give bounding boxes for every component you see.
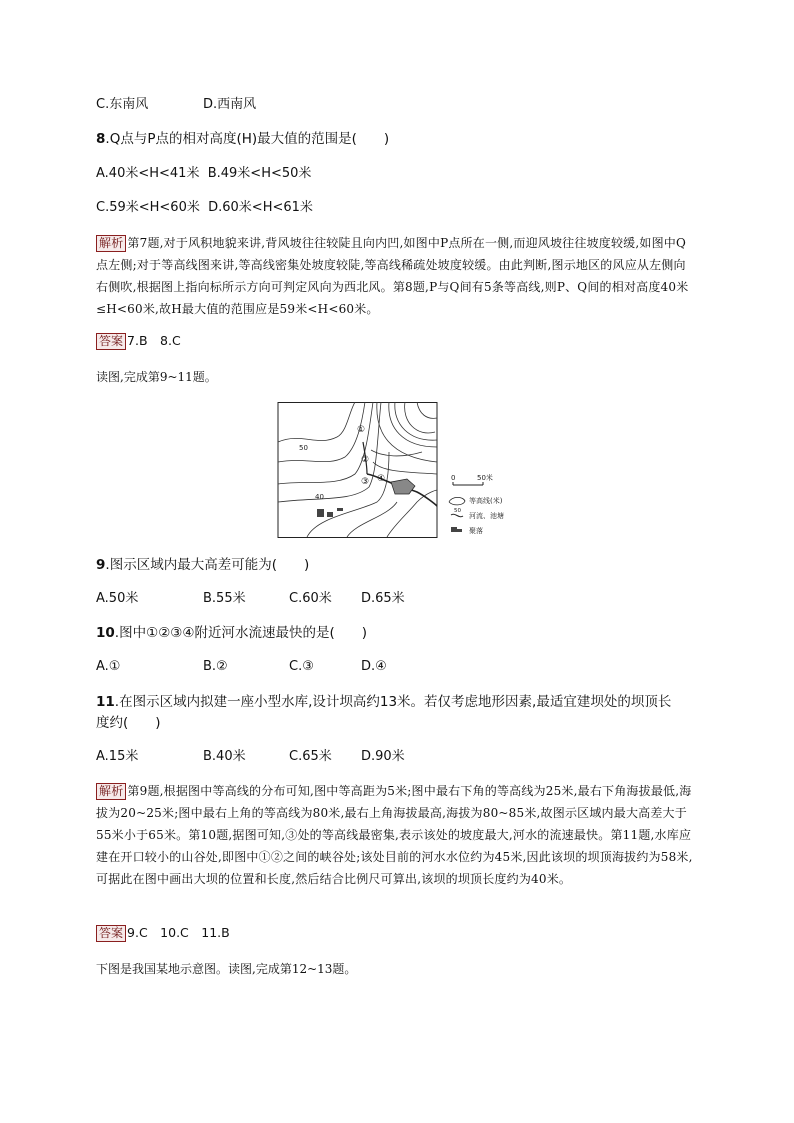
q8-options-row-1: A.40米<H<41米 B.49米<H<50米 <box>96 166 312 181</box>
q11-option-b: B.40米 <box>203 749 246 764</box>
answer-block-7-8 <box>96 332 181 350</box>
question-8 <box>96 130 389 148</box>
settlement-legend-icon <box>451 527 457 532</box>
contour-label: 40 <box>315 493 324 501</box>
contour-label: 50 <box>299 444 308 452</box>
legend-river-label: 河流、池塘 <box>469 512 504 520</box>
q9-option-c: C.60米 <box>289 591 332 606</box>
q10-option-b: B.② <box>203 659 228 674</box>
q10-option-d: D.④ <box>361 659 387 674</box>
q10-option-c: C.③ <box>289 659 314 674</box>
scale-end: 50米 <box>477 474 493 482</box>
answer-text: 9.C 10.C 11.B <box>127 925 230 940</box>
scale-start: 0 <box>451 474 456 482</box>
question-11 <box>96 693 671 711</box>
analysis-text: 第9题,根据图中等高线的分布可知,图中等高距为5米;图中最右下角的等高线为25米,最右下角海拔最低,海拔为20~25米;图中最右上角的等高线为80米,最右上角海拔最高,海拔为80~85米,故图示区域内最大高差大于55米小于65米。第10题,据图可知,③处的等高线最密集,表示该处的坡度最大,河水的流速最快。第11题,水库应建在开口较小的山谷处,即图中①②之间的峡谷处;该处目前的河水水位约为45米,因此该坝的坝顶海拔约为58米,可据此在图中画出大坝的位置和长度,然后结合比例尺可算出,该坝的坝顶长度约为40米。 <box>96 784 693 886</box>
question-number: 9 <box>96 557 106 573</box>
river-legend-icon <box>451 514 463 517</box>
contour-legend-icon <box>449 497 465 505</box>
point-label-4: ④ <box>377 474 386 484</box>
intro-12-13: 下图是我国某地示意图。读图,完成第12~13题。 <box>96 962 357 976</box>
answer-tag: 答案 <box>96 925 126 942</box>
answer-text: 7.B 8.C <box>127 333 181 348</box>
analysis-tag: 解析 <box>96 235 126 252</box>
map-legend <box>449 473 504 535</box>
question-stem: .图示区域内最大高差可能为( ) <box>105 557 310 573</box>
settlement-mark <box>317 509 324 517</box>
analysis-block-9-11 <box>96 780 696 890</box>
question-11-line-2: 度约( ) <box>96 715 161 731</box>
question-stem: .图中①②③④附近河水流速最快的是( ) <box>114 625 368 641</box>
q9-option-b: B.55米 <box>203 591 246 606</box>
q7-option-c: C.东南风 <box>96 97 149 112</box>
point-label-2: ② <box>361 455 370 465</box>
answer-block-9-11 <box>96 924 230 942</box>
contour-map-figure <box>277 402 527 542</box>
q11-option-c: C.65米 <box>289 749 332 764</box>
legend-settlement-label: 聚落 <box>469 527 483 535</box>
question-stem: .Q点与P点的相对高度(H)最大值的范围是( ) <box>105 131 390 147</box>
analysis-tag: 解析 <box>96 783 126 800</box>
q11-option-a: A.15米 <box>96 749 139 764</box>
q9-option-a: A.50米 <box>96 591 139 606</box>
q11-option-d: D.90米 <box>361 749 405 764</box>
point-label-1: ① <box>357 425 366 435</box>
question-stem-line-1: .在图示区域内拟建一座小型水库,设计坝高约13米。若仅考虑地形因素,最适宜建坝处的坝顶长 <box>114 694 672 710</box>
svg-text:50: 50 <box>454 508 461 514</box>
question-number: 11 <box>96 694 115 710</box>
q7-option-d: D.西南风 <box>203 97 257 112</box>
q10-option-a: A.① <box>96 659 121 674</box>
legend-contour-label: 等高线(米) <box>469 497 503 505</box>
intro-9-11: 读图,完成第9~11题。 <box>96 370 217 384</box>
question-10 <box>96 624 367 642</box>
analysis-block-7-8 <box>96 232 696 320</box>
question-number: 10 <box>96 625 115 641</box>
q8-options-row-2: C.59米<H<60米 D.60米<H<61米 <box>96 200 313 215</box>
answer-tag: 答案 <box>96 333 126 350</box>
settlement-mark <box>337 508 343 511</box>
q9-option-d: D.65米 <box>361 591 405 606</box>
settlement-mark <box>327 512 333 517</box>
analysis-text: 第7题,对于风积地貌来讲,背风坡往往较陡且向内凹,如图中P点所在一侧,而迎风坡往往坡度较缓,如图中Q点左侧;对于等高线图来讲,等高线密集处坡度较陡,等高线稀疏处坡度较缓。由此判断,图示地区的风应从左侧向右侧吹,根据图上指向标所示方向可判定风向为西北风。第8题,P与Q间有5条等高线,则P、Q间的相对高度40米≤H<60米,故H最大值的范围应是59米<H<60米。 <box>96 236 689 316</box>
question-9 <box>96 556 309 574</box>
question-number: 8 <box>96 131 106 147</box>
point-label-3: ③ <box>361 477 370 487</box>
